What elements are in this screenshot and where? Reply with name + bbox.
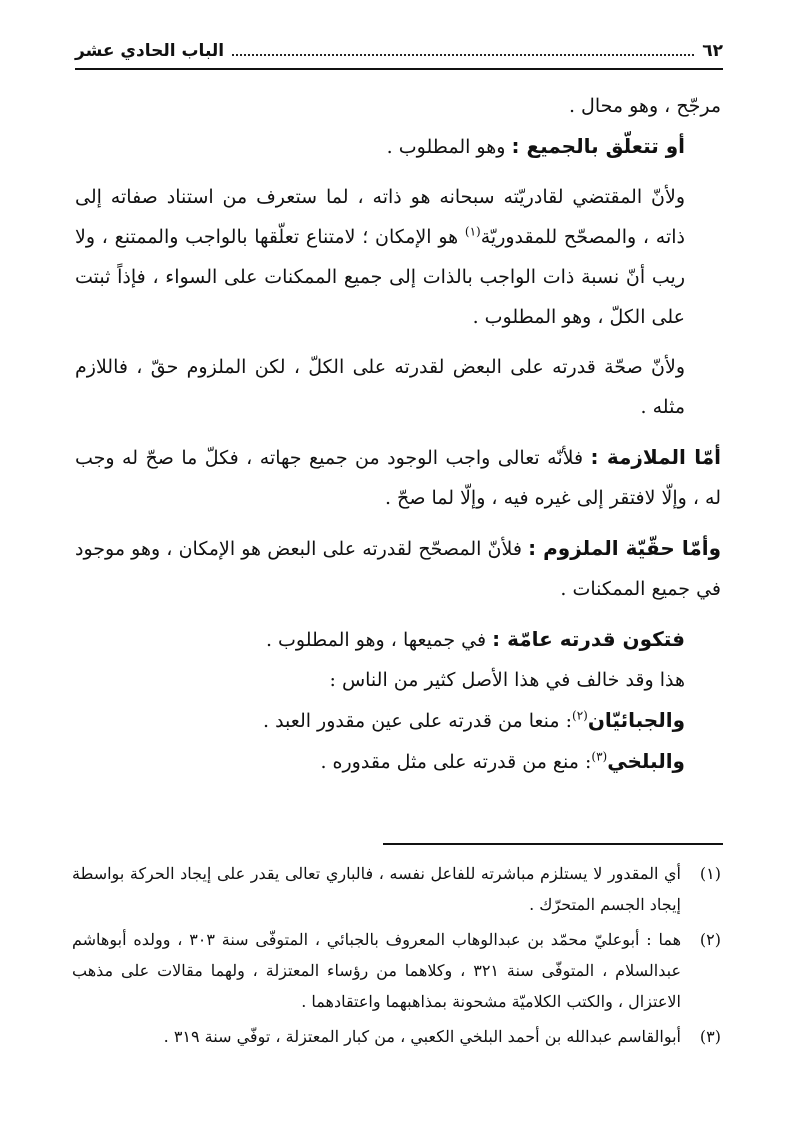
- paragraph-5-heading: أمّا الملازمة :: [590, 445, 721, 469]
- paragraph-2: [75, 126, 721, 167]
- footnote-text: أبوالقاسم عبدالله بن أحمد البلخي الكعبي ، من كبار المعتزلة ، توفّي سنة ٣١٩ .: [163, 1027, 681, 1046]
- paragraph-8: [75, 660, 721, 700]
- paragraph-1-text: مرجّح ، وهو محال .: [568, 95, 721, 117]
- paragraph-8-text: هذا وقد خالف في هذا الأصل كثير من الناس :: [329, 669, 685, 691]
- paragraph-7-text: في جميعها ، وهو المطلوب .: [265, 629, 493, 651]
- footnote-text: هما : أبوعليّ محمّد بن عبدالوهاب المعروف بالجبائي ، المتوفّى سنة ٣٠٣ ، وولده أبوهاشم عبدالسلام ، المتوفّى سنة ٣٢١ ، وكلاهما من رؤساء المعتزلة ، ولهما مقالات على مذهب الاعتزال ، والكتب الكلاميّة مشحونة بمذاهبهما واعتقادهما .: [72, 930, 682, 1011]
- paragraph-4: [75, 347, 721, 427]
- paragraph-9-text: : منعا من قدرته على عين مقدور العبد .: [263, 710, 573, 732]
- footnote-number: (٢): [699, 930, 721, 949]
- footnote-number: (١): [699, 864, 721, 883]
- paragraph-9: [75, 700, 721, 741]
- paragraph-5-text: فلأنّه تعالى واجب الوجود من جميع جهاته ، فكلّ ما صحّ له وجب له ، وإلّا لافتقر إلى غيره فيه ، وإلّا لما صحّ .: [75, 447, 721, 509]
- chapter-title: الباب الحادي عشر: [75, 41, 225, 61]
- footnote-3: [72, 1021, 721, 1052]
- paragraph-10-text: : منع من قدرته على مثل مقدوره .: [320, 751, 592, 773]
- footnote-1: [72, 858, 721, 920]
- paragraph-3-text-b: هو الإمكان ؛ لامتناع تعلّقها بالواجب والممتنع ، ولا ريب أنّ نسبة ذات الواجب بالذات إلى جميع الممكنات على السواء ، فإذاً ثبتت على الكلّ ، وهو المطلوب .: [75, 226, 685, 328]
- paragraph-3-text-a: ولأنّ المقتضي لقادريّته سبحانه هو ذاته ، لما ستعرف من استناد صفاته إلى ذاته ، والمصحّح للمقدوريّة: [75, 186, 685, 248]
- paragraph-3: [75, 177, 721, 337]
- footnote-ref-2[interactable]: (٢): [572, 708, 588, 723]
- paragraph-10-heading: والبلخي: [607, 749, 685, 773]
- main-text: [75, 86, 721, 782]
- footnote-text: أي المقدور لا يستلزم مباشرته للفاعل نفسه ، فالباري تعالى يقدر على إيجاد الحركة بواسطة إيجاد الجسم المتحرّك .: [72, 864, 681, 914]
- paragraph-2-text: وهو المطلوب .: [386, 136, 512, 158]
- footnote-ref-3[interactable]: (٣): [591, 749, 608, 764]
- paragraph-7: [75, 619, 721, 660]
- footnote-number: (٣): [699, 1027, 721, 1046]
- paragraph-10: [75, 741, 721, 782]
- page-header: [75, 34, 723, 68]
- paragraph-5: [75, 437, 721, 518]
- paragraph-9-heading: والجبائيّان: [587, 708, 685, 732]
- paragraph-6-text: فلأنّ المصحّح لقدرته على البعض هو الإمكان ، وهو موجود في جميع الممكنات .: [75, 538, 721, 600]
- page-number: ٦٢: [702, 41, 723, 61]
- footnote-2: [72, 924, 721, 1017]
- paragraph-7-heading: فتكون قدرته عامّة :: [492, 627, 685, 651]
- footnotes: [72, 858, 721, 1056]
- paragraph-6: [75, 528, 721, 609]
- paragraph-1: [75, 86, 721, 126]
- paragraph-6-heading: وأمّا حقّيّة الملزوم :: [528, 536, 721, 560]
- footnote-ref-1[interactable]: (١): [464, 224, 481, 239]
- header-dot-leader: [232, 54, 694, 56]
- footnote-separator: [383, 843, 723, 845]
- header-rule: [75, 68, 723, 70]
- paragraph-2-heading: أو تتعلّق بالجميع :: [511, 134, 685, 158]
- paragraph-4-text: ولأنّ صحّة قدرته على البعض لقدرته على الكلّ ، لكن الملزوم حقّ ، فاللازم مثله .: [75, 356, 685, 418]
